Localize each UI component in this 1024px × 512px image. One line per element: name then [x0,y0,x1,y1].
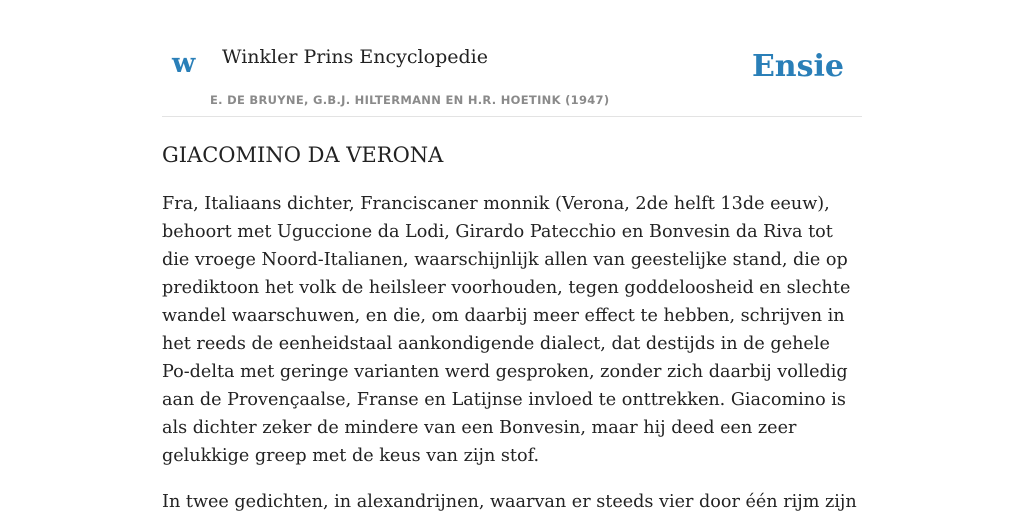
article-page [162,0,862,512]
header [162,0,862,117]
publication-title[interactable]: Winkler Prins Encyclopedie [222,46,488,68]
article-paragraph: Fra, Italiaans dichter, Franciscaner monnik (Verona, 2de helft 13de eeuw), behoort met Uguccione da Lodi, Girardo Patecchio en Bonvesin da Riva tot die vroege Noord-Italianen, waarschijnlijk allen van geestelijke stand, die op prediktoon het volk de heilsleer voorhouden, tegen goddeloosheid en slechte wandel waarschuwen, en die, om daarbij meer effect te hebben, schrijven in het reeds de eenheidstaal aankondigende dialect, dat destijds in de gehele Po-delta met geringe varianten werd gesproken, zonder zich daarbij volledig aan de Provençaalse, Franse en Latijnse invloed te onttrekken. Giacomino is als dichter zeker de mindere van een Bonvesin, maar hij deed een zeer gelukkige greep met de keus van zijn stof. [162,194,851,467]
article-title: GIACOMINO DA VERONA [162,143,444,167]
article-paragraph: In twee gedichten, in alexandrijnen, waarvan er steeds vier door één rijm zijn [162,492,857,512]
brand-logo[interactable]: Ensie [751,49,844,84]
publication-logo[interactable]: w [172,48,196,79]
publication-authors: E. DE BRUYNE, G.B.J. HILTERMANN EN H.R. HOETINK (1947) [210,93,610,107]
